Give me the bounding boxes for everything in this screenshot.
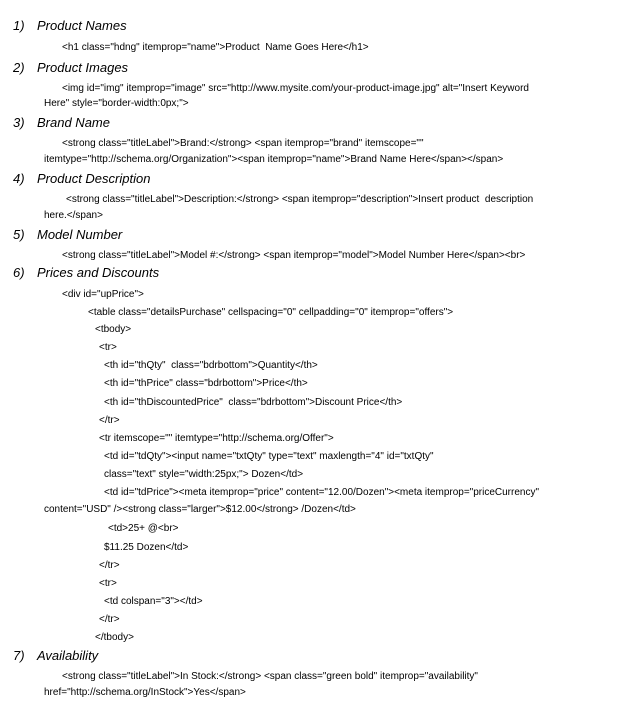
code-line: </tbody> bbox=[95, 632, 134, 643]
code-line: <table class="detailsPurchase" cellspacing="0" cellpadding="0" itemprop="offers"> bbox=[88, 307, 454, 318]
section-title: Product Names bbox=[37, 18, 127, 33]
section-number: 2) bbox=[13, 60, 25, 75]
code-line: <strong class="titleLabel">Description:</strong> <span itemprop="description">Insert product description bbox=[66, 194, 534, 205]
section-number: 6) bbox=[13, 265, 25, 280]
section-number: 4) bbox=[13, 171, 25, 186]
code-line: itemtype="http://schema.org/Organization"><span itemprop="name">Brand Name Here</span></span> bbox=[44, 154, 504, 165]
code-line: <img id="img" itemprop="image" src="http://www.mysite.com/your-product-image.jpg" alt="Insert Keyword bbox=[62, 83, 529, 94]
code-line: <td colspan="3"></td> bbox=[104, 596, 203, 607]
section-title: Brand Name bbox=[37, 115, 110, 130]
code-line: <th id="thDiscountedPrice" class="bdrbottom">Discount Price</th> bbox=[104, 397, 403, 408]
code-line: class="text" style="width:25px;"> Dozen</td> bbox=[104, 469, 304, 480]
code-line: <td id="tdQty"><input name="txtQty" type="text" maxlength="4" id="txtQty" bbox=[104, 451, 434, 462]
code-line: <strong class="titleLabel">Brand:</strong> <span itemprop="brand" itemscope="" bbox=[62, 138, 424, 149]
code-line: <tbody> bbox=[95, 324, 132, 335]
section-number: 5) bbox=[13, 227, 25, 242]
code-line: here.</span> bbox=[44, 210, 103, 221]
section-title: Model Number bbox=[37, 227, 123, 242]
section-title: Product Images bbox=[37, 60, 129, 75]
section-number: 7) bbox=[13, 648, 25, 663]
code-line: <th id="thQty" class="bdrbottom">Quantity</th> bbox=[104, 360, 318, 371]
code-line: <th id="thPrice" class="bdrbottom">Price</th> bbox=[104, 378, 308, 389]
code-line: <tr> bbox=[99, 578, 117, 589]
code-line: <tr itemscope="" itemtype="http://schema.org/Offer"> bbox=[99, 433, 334, 444]
code-line: </tr> bbox=[99, 614, 120, 625]
code-line: </tr> bbox=[99, 415, 120, 426]
code-line: <tr> bbox=[99, 342, 117, 353]
section-number: 1) bbox=[13, 18, 25, 33]
section-number: 3) bbox=[13, 115, 25, 130]
code-line: href="http://schema.org/InStock">Yes</span> bbox=[44, 687, 246, 698]
code-line: <td id="tdPrice"><meta itemprop="price" content="12.00/Dozen"><meta itemprop="priceCurrency" bbox=[104, 487, 540, 498]
code-line: <h1 class="hdng" itemprop="name">Product Name Goes Here</h1> bbox=[62, 42, 369, 53]
code-line: <td>25+ @<br> bbox=[108, 523, 179, 534]
code-line: </tr> bbox=[99, 560, 120, 571]
code-line: <div id="upPrice"> bbox=[62, 289, 144, 300]
code-line: <strong class="titleLabel">Model #:</strong> <span itemprop="model">Model Number Here</span><br> bbox=[62, 250, 526, 261]
code-line: Here" style="border-width:0px;"> bbox=[44, 98, 189, 109]
section-title: Availability bbox=[37, 648, 99, 663]
code-line: $11.25 Dozen</td> bbox=[104, 542, 189, 553]
code-line: <strong class="titleLabel">In Stock:</strong> <span class="green bold" itemprop="availability" bbox=[62, 671, 478, 682]
code-line: content="USD" /><strong class="larger">$12.00</strong> /Dozen</td> bbox=[44, 504, 356, 515]
section-title: Product Description bbox=[37, 171, 151, 186]
section-title: Prices and Discounts bbox=[37, 265, 160, 280]
